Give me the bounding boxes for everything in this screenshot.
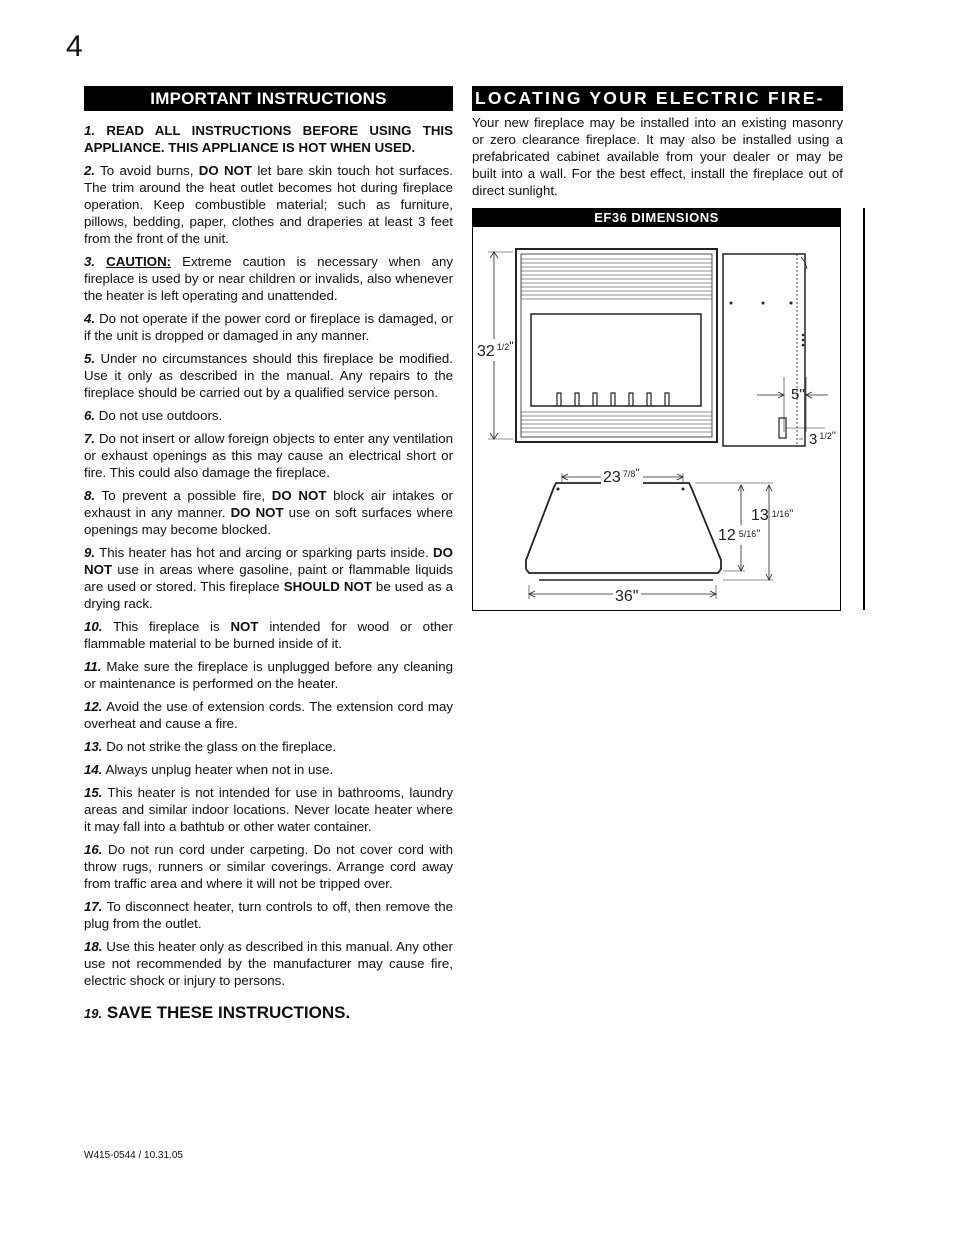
inner-depth-dimension-label: 12 5/16" bbox=[718, 527, 761, 544]
side-view bbox=[723, 254, 837, 449]
figure-title: EF36 DIMENSIONS bbox=[473, 209, 840, 227]
instruction-17: 17. To disconnect heater, turn controls to off, then remove the plug from the outlet. bbox=[84, 899, 453, 931]
instruction-10: 10. This fireplace is NOT intended for wood or other flammable material to be burned inside of it. bbox=[84, 619, 453, 651]
instruction-8: 8. To prevent a possible fire, DO NOT block air intakes or exhaust in any manner. DO NOT use on soft surfaces where openings may become blocked. bbox=[84, 488, 453, 537]
instruction-14: 14. Always unplug heater when not in use. bbox=[84, 762, 334, 777]
dimensions-drawing bbox=[473, 227, 839, 610]
front-view bbox=[476, 249, 717, 442]
column-rule bbox=[863, 208, 865, 610]
top-view bbox=[526, 466, 793, 605]
dimensions-figure bbox=[472, 208, 841, 611]
page-number: 4 bbox=[66, 30, 83, 63]
locating-intro: Your new fireplace may be installed into an existing masonry or zero clearance fireplace. It may also be installed using a prefabricated cabinet available from your dealer or may be built into a wall. For the best effect, install the fireplace out of direct sunlight. bbox=[472, 115, 843, 198]
instruction-11: 11. Make sure the fireplace is unplugged before any cleaning or maintenance is performed on the heater. bbox=[84, 659, 453, 691]
instruction-13: 13. Do not strike the glass on the fireplace. bbox=[84, 739, 337, 754]
instruction-4: 4. Do not operate if the power cord or fireplace is damaged, or if the unit is dropped or damaged in any manner. bbox=[84, 311, 453, 343]
document-code: W415-0544 / 10.31.05 bbox=[84, 1150, 183, 1161]
important-instructions-heading: IMPORTANT INSTRUCTIONS bbox=[84, 86, 453, 111]
depth-dimension-label: 5" bbox=[791, 386, 805, 403]
instruction-9: 9. This heater has hot and arcing or sparking parts inside. DO NOT use in areas where gasoline, paint or flammable liquids are used or stored. This fireplace SHOULD NOT be used as a drying rack. bbox=[84, 545, 454, 611]
instruction-6: 6. Do not use outdoors. bbox=[84, 408, 223, 423]
instruction-12: 12. Avoid the use of extension cords. The extension cord may overheat and cause a fire. bbox=[84, 699, 453, 731]
instruction-19-save: 19. SAVE THESE INSTRUCTIONS. bbox=[84, 1003, 351, 1022]
outer-depth-dimension-label: 13 1/16" bbox=[751, 507, 794, 524]
instruction-16: 16. Do not run cord under carpeting. Do not cover cord with throw rugs, runners or similar coverings. Arrange cord away from traffic area and where it will not be tripped over. bbox=[84, 842, 453, 891]
instruction-7: 7. Do not insert or allow foreign objects to enter any ventilation or exhaust openings as this may cause an electrical short or fire. This could also damage the fireplace. bbox=[84, 431, 453, 480]
instruction-3: 3. CAUTION: Extreme caution is necessary when any fireplace is used by or near children or invalids, also whenever the heater is left operating and unattended. bbox=[84, 254, 453, 303]
instruction-15: 15. This heater is not intended for use in bathrooms, laundry areas and similar indoor locations. Never locate heater where it may fall into a bathtub or other water container. bbox=[84, 785, 453, 834]
front-width-dimension-label: 36" bbox=[615, 588, 639, 605]
instruction-5: 5. Under no circumstances should this fireplace be modified. Use it only as described in the manual. Any repairs to the fireplace should be carried out by a qualified service person. bbox=[84, 351, 453, 400]
instruction-2: 2. To avoid burns, DO NOT let bare skin touch hot surfaces. The trim around the heat outlet becomes hot during fireplace operation. Keep combustible material; such as furniture, pillows, bedding, paper, clothes and draperies at least 3 feet from the front of the unit. bbox=[84, 163, 453, 246]
locating-column bbox=[472, 86, 843, 199]
back-width-dimension-label: 23 $^{7/8}$" bbox=[603, 466, 640, 486]
side-dimension-label: 3 $^{1/2}$" bbox=[809, 430, 836, 448]
instruction-18: 18. Use this heater only as described in this manual. Any other use not recommended by the manufacturer may cause fire, electric shock or injury to persons. bbox=[84, 939, 453, 988]
important-instructions-column bbox=[84, 86, 453, 1023]
instruction-1: 1. READ ALL INSTRUCTIONS BEFORE USING THIS APPLIANCE. THIS APPLIANCE IS HOT WHEN USED. bbox=[84, 123, 453, 155]
locating-heading: LOCATING YOUR ELECTRIC FIRE- bbox=[472, 86, 843, 111]
height-dimension-label: 32 $^{1/2}$" bbox=[477, 339, 514, 360]
